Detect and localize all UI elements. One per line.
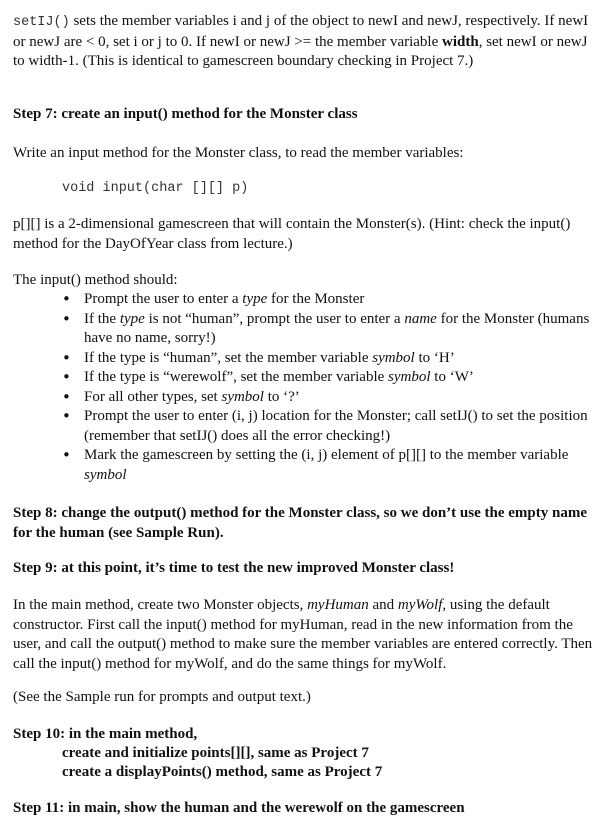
input-requirements-list [62,290,592,485]
input-should-label: The input() method should: [13,272,178,288]
setij-paragraph: setIJ() sets the member variables i and j of the object to newI and newJ, respectively. If newI or newJ are < 0, set i or j to 0. If newI or newJ >= the member variable width, set newI or newJ to width-1. (This is identical to gamescreen boundary checking in Project 7.) [13,13,589,69]
list-item: • If the type is “werewolf”, set the member variable symbol to ‘W’ [62,368,592,388]
list-item: • If the type is “human”, set the member variable symbol to ‘H’ [62,349,592,369]
step8-heading: Step 8: change the output() method for the Monster class, so we don’t use the empty name for the human (see Sample Run). [13,505,587,541]
step7-heading: Step 7: create an input() method for the Monster class [13,106,358,122]
step10-line2: create a displayPoints() method, same as Project 7 [62,764,383,780]
input-signature-code: void input(char [][] p) [62,181,249,196]
step10-line1: create and initialize points[][], same as Project 7 [62,745,369,761]
list-item: • Prompt the user to enter a type for the Monster [62,290,592,310]
see-sample-run-note: (See the Sample run for prompts and output text.) [13,689,311,705]
gamescreen-description: p[][] is a 2-dimensional gamescreen that will contain the Monster(s). (Hint: check the input() method for the DayOfYear class from lecture.) [13,216,571,252]
step11-heading: Step 11: in main, show the human and the werewolf on the gamescreen [13,800,465,816]
step10-heading: Step 10: in the main method, [13,726,198,742]
step9-heading: Step 9: at this point, it’s time to test the new improved Monster class! [13,560,455,576]
list-item: • If the type is not “human”, prompt the user to enter a name for the Monster (humans have no name, sorry!) [62,310,592,349]
list-item: • Mark the gamescreen by setting the (i, j) element of p[][] to the member variable symbol [62,446,592,485]
step7-intro: Write an input method for the Monster class, to read the member variables: [13,145,464,161]
step9-paragraph: In the main method, create two Monster objects, myHuman and myWolf, using the default constructor. First call the input() method for myHuman, read in the new information from the user, and call the output() method to make sure the member variables are entered correctly. Then call the input() method for myWolf, and do the same things for myWolf. [13,597,593,672]
var-my-wolf: myWolf [397,597,443,613]
list-item: • For all other types, set symbol to ‘?’ [62,388,592,408]
list-item: • Prompt the user to enter (i, j) location for the Monster; call setIJ() to set the position (remember that setIJ() does all the error checking!) [62,407,592,446]
var-my-human: myHuman [307,597,369,613]
width-term: width [442,33,479,50]
setij-code: setIJ() [13,15,70,30]
